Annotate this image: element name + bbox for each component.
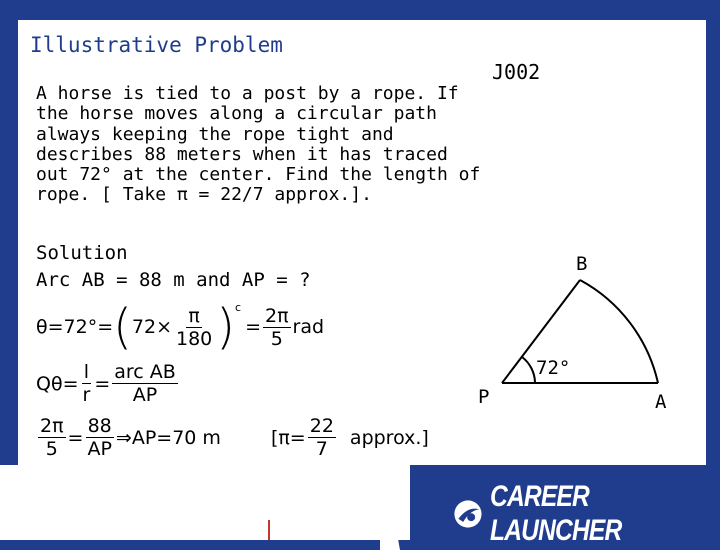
arc-ab: [580, 280, 658, 383]
denominator: r: [82, 384, 91, 406]
numerator: l: [83, 361, 90, 383]
math-line-1: [36, 299, 325, 355]
approx-label: approx.]: [349, 426, 429, 449]
equals: =: [94, 372, 111, 395]
career-launcher-logo: [452, 480, 720, 548]
problem-line: rope. [ Take π = 22/7 approx.].: [36, 184, 372, 206]
problem-text: [36, 83, 481, 206]
math-line-2: [36, 361, 180, 406]
slide-title: Illustrative Problem: [30, 33, 283, 57]
two-pi-over-five: [38, 415, 66, 460]
numerator: π: [188, 304, 200, 327]
times-term: 72×: [131, 316, 172, 338]
denominator: 5: [270, 327, 283, 350]
problem-line: always keeping the rope tight and: [36, 123, 394, 145]
open-paren: (: [113, 299, 132, 355]
footer-band: [0, 465, 410, 540]
denominator: AP: [87, 438, 112, 460]
problem-line: A horse is tied to a post by a rope. If: [36, 83, 459, 104]
theta-eq: θ=72°=: [36, 316, 114, 338]
angle-arc: [522, 357, 535, 383]
numerator: 88: [87, 415, 112, 437]
denominator: AP: [132, 384, 158, 406]
22-over-7: [308, 415, 336, 460]
numerator: 22: [309, 415, 334, 437]
point-a-label: A: [655, 391, 667, 413]
problem-line: describes 88 meters when it has traced: [36, 143, 448, 165]
pi-bracket-open: [π=: [270, 426, 306, 449]
solution-given: Arc AB = 88 m and AP = ?: [36, 269, 311, 291]
radian-superscript: c: [235, 301, 242, 314]
point-p-label: P: [478, 386, 490, 408]
numerator: 2π: [264, 304, 289, 327]
l-over-r: [81, 361, 93, 406]
denominator: 5: [45, 438, 58, 460]
unit-rad: rad: [292, 316, 325, 338]
problem-line: the horse moves along a circular path: [36, 103, 437, 125]
denominator: 7: [315, 438, 328, 460]
solution-heading: Solution: [36, 242, 128, 264]
problem-line: out 72° at the center. Find the length of: [36, 164, 481, 186]
footer-divider: [268, 520, 270, 540]
logo-emblem-icon: [452, 494, 484, 534]
equals: =: [245, 316, 261, 338]
88-over-ap: [85, 415, 113, 460]
denominator: 180: [176, 327, 213, 350]
angle-label: 72°: [536, 357, 571, 379]
arc-over-ap: [112, 361, 178, 406]
equals: =: [67, 426, 84, 449]
math-line-3: [36, 415, 429, 460]
numerator: 2π: [40, 415, 64, 437]
pi-over-180: [174, 305, 214, 350]
q-theta-eq: Qθ=: [36, 372, 79, 395]
footer-curve-shape: [380, 470, 460, 550]
problem-code: J002: [492, 60, 541, 84]
two-pi-over-five: [263, 305, 291, 350]
logo-text: CAREER LAUNCHER: [489, 480, 622, 547]
result: ⇒AP=70 m: [115, 426, 221, 449]
solution-block: [36, 240, 311, 294]
numerator: arc AB: [114, 361, 176, 383]
point-b-label: B: [576, 253, 588, 275]
close-paren: ): [216, 299, 235, 355]
